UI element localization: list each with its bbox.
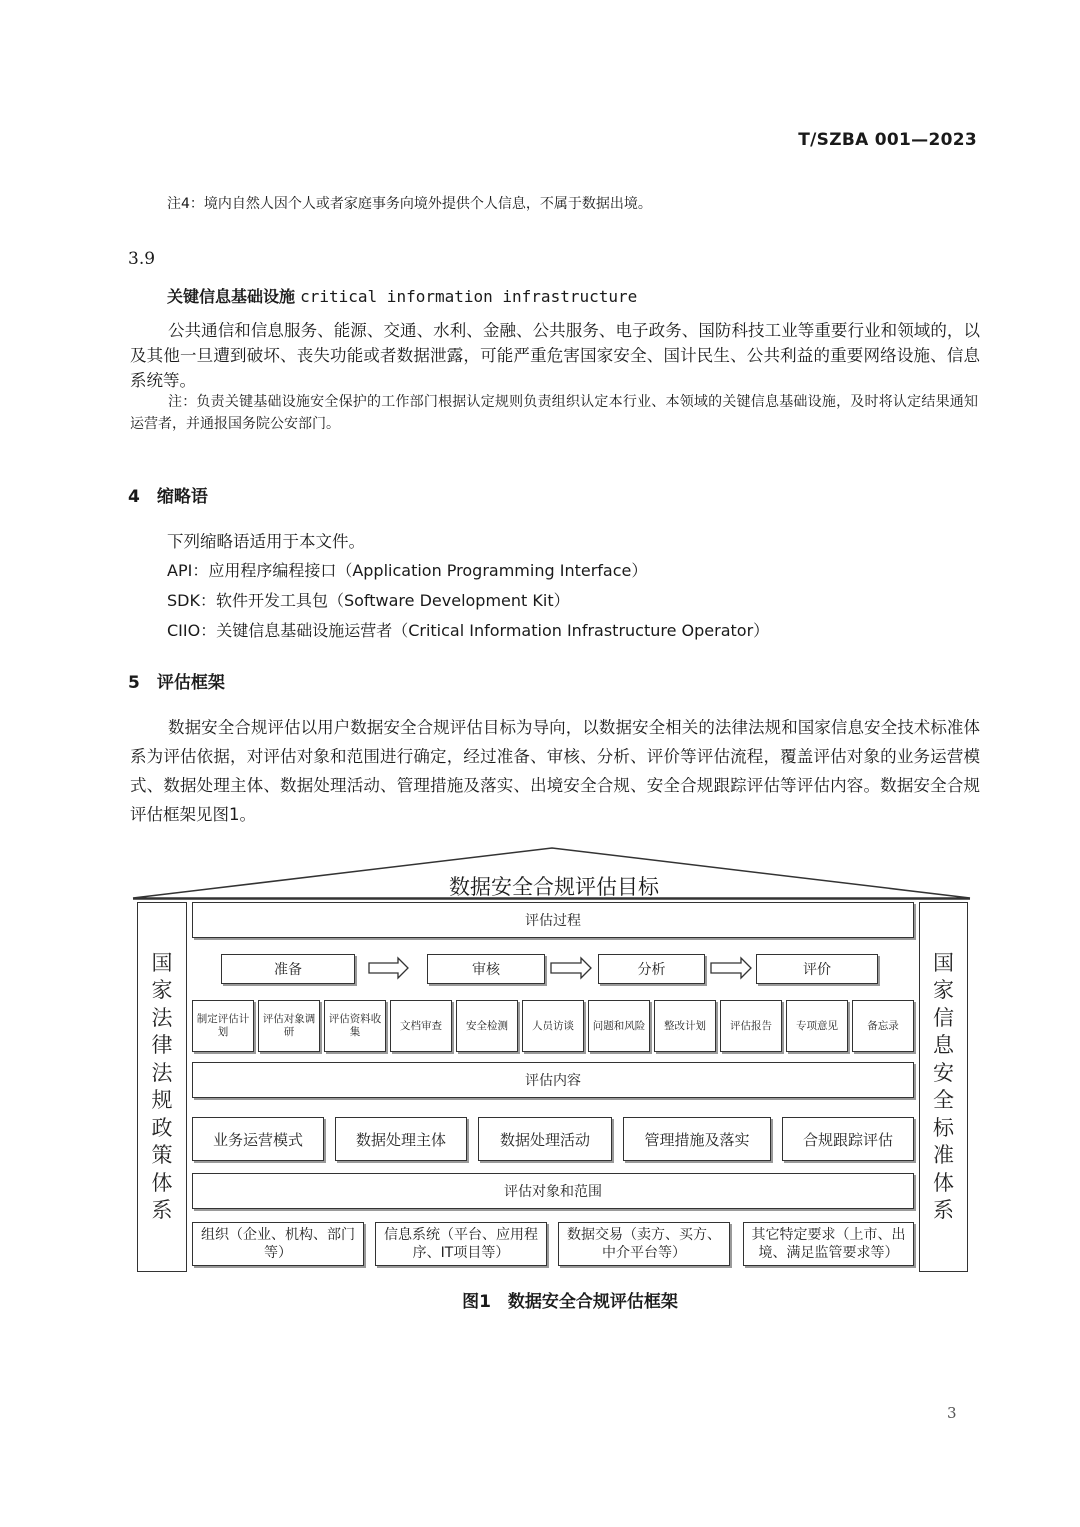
step-label: 文档审查 bbox=[400, 1019, 442, 1032]
figure-caption: 图1 数据安全合规评估框架 bbox=[462, 1292, 678, 1312]
phase-label: 准备 bbox=[274, 962, 302, 978]
phase-box bbox=[427, 954, 545, 984]
figure-title: 数据安全合规评估目标 bbox=[449, 875, 659, 899]
content-label: 数据处理活动 bbox=[499, 1130, 590, 1149]
left-pillar bbox=[137, 902, 187, 1272]
content-label: 业务运营模式 bbox=[212, 1130, 303, 1149]
content-label: 合规跟踪评估 bbox=[802, 1130, 893, 1149]
abbreviation-ciio: CIIO：关键信息基础设施运营者（Critical Information Infrastructure Operator） bbox=[167, 621, 770, 640]
phase-box bbox=[598, 954, 705, 984]
step-label: 制定评估计划 bbox=[196, 1013, 250, 1038]
page-number: 3 bbox=[947, 1404, 957, 1422]
step-box bbox=[786, 1000, 848, 1052]
arrow-right-icon bbox=[551, 958, 591, 978]
step-box bbox=[390, 1000, 452, 1052]
step-box bbox=[852, 1000, 914, 1052]
process-bar-label: 评估过程 bbox=[525, 913, 581, 929]
scope-label: 信息系统（平台、应用程序、IT项目等） bbox=[384, 1227, 538, 1261]
step-label: 评估报告 bbox=[730, 1019, 772, 1032]
content-bar-label: 评估内容 bbox=[525, 1073, 581, 1089]
step-box bbox=[654, 1000, 716, 1052]
step-box bbox=[192, 1000, 254, 1052]
step-box bbox=[258, 1000, 320, 1052]
abbreviation-api: API：应用程序编程接口（Application Programming Interface） bbox=[167, 561, 648, 580]
step-box bbox=[522, 1000, 584, 1052]
arrow-right-icon bbox=[369, 958, 408, 978]
process-bar bbox=[192, 902, 914, 938]
content-bar bbox=[192, 1062, 914, 1098]
scope-label: 组织（企业、机构、部门等） bbox=[201, 1227, 355, 1261]
scope-label: 其它特定要求（上市、出境、满足监管要求等） bbox=[751, 1227, 906, 1261]
phase-label: 评价 bbox=[803, 962, 831, 978]
step-label: 专项意见 bbox=[796, 1019, 838, 1032]
section-5-heading: 5 评估框架 bbox=[128, 673, 225, 693]
step-label: 评估对象调研 bbox=[262, 1013, 316, 1038]
scope-bar-label: 评估对象和范围 bbox=[504, 1184, 602, 1200]
scope-box bbox=[375, 1222, 547, 1266]
arrow-right-icon bbox=[711, 958, 751, 978]
phase-label: 分析 bbox=[637, 962, 666, 978]
step-label: 人员访谈 bbox=[532, 1019, 574, 1032]
phase-box bbox=[756, 954, 878, 984]
term-definition: 公共通信和信息服务、能源、交通、水利、金融、公共服务、电子政务、国防科技工业等重要行业和领域的，以及其他一旦遭到破坏、丧失功能或者数据泄露，可能严重危害国家安全、国计民生、公共利益的重要网络设施、信息系统等。 bbox=[130, 321, 980, 390]
content-box bbox=[478, 1117, 612, 1161]
step-box bbox=[456, 1000, 518, 1052]
section-5-paragraph: 数据安全合规评估以用户数据安全合规评估目标为导向，以数据安全相关的法律法规和国家信息安全技术标准体系为评估依据，对评估对象和范围进行确定，经过准备、审核、分析、评价等评估流程，覆盖评估对象的业务运营模式、数据处理主体、数据处理活动、管理措施及落实、出境安全合规、安全合规跟踪评估等评估内容。数据安全合规评估框架见图1。 bbox=[130, 718, 980, 824]
section-4-heading: 4 缩略语 bbox=[128, 487, 208, 507]
term-chinese: 关键信息基础设施 bbox=[167, 287, 296, 306]
step-label: 问题和风险 bbox=[592, 1019, 646, 1032]
content-box bbox=[782, 1117, 914, 1161]
term-english: critical information infrastructure bbox=[300, 287, 638, 306]
step-label: 评估资料收集 bbox=[328, 1013, 382, 1038]
abbreviation-sdk: SDK：软件开发工具包（Software Development Kit） bbox=[167, 591, 570, 610]
document-id: T/SZBA 001—2023 bbox=[798, 130, 977, 150]
abbreviations-intro: 下列缩略语适用于本文件。 bbox=[167, 532, 365, 551]
step-box bbox=[720, 1000, 782, 1052]
term-heading bbox=[167, 284, 637, 307]
phase-label: 审核 bbox=[472, 962, 500, 978]
step-label: 备忘录 bbox=[867, 1019, 899, 1032]
scope-box bbox=[192, 1222, 364, 1266]
content-box bbox=[623, 1117, 771, 1161]
scope-box bbox=[743, 1222, 914, 1266]
section-number: 3.9 bbox=[128, 249, 156, 269]
left-pillar-label: 国家法律法规政策体系 bbox=[151, 950, 173, 1222]
phase-box bbox=[221, 954, 355, 984]
scope-box bbox=[558, 1222, 730, 1266]
content-label: 管理措施及落实 bbox=[644, 1130, 750, 1149]
note-4: 注4：境内自然人因个人或者家庭事务向境外提供个人信息，不属于数据出境。 bbox=[167, 196, 652, 212]
content-box bbox=[335, 1117, 467, 1161]
content-box bbox=[192, 1117, 324, 1161]
term-note: 注：负责关键基础设施安全保护的工作部门根据认定规则负责组织认定本行业、本领域的关键信息基础设施，及时将认定结果通知运营者，并通报国务院公安部门。 bbox=[130, 394, 978, 432]
scope-label: 数据交易（卖方、买方、中介平台等） bbox=[567, 1227, 721, 1261]
step-box bbox=[324, 1000, 386, 1052]
step-label: 整改计划 bbox=[664, 1019, 706, 1032]
content-label: 数据处理主体 bbox=[355, 1130, 446, 1149]
scope-bar bbox=[192, 1173, 914, 1209]
step-label: 安全检测 bbox=[466, 1019, 508, 1032]
right-pillar bbox=[919, 902, 968, 1272]
right-pillar-label: 国家信息安全标准体系 bbox=[933, 950, 954, 1222]
step-box bbox=[588, 1000, 650, 1052]
